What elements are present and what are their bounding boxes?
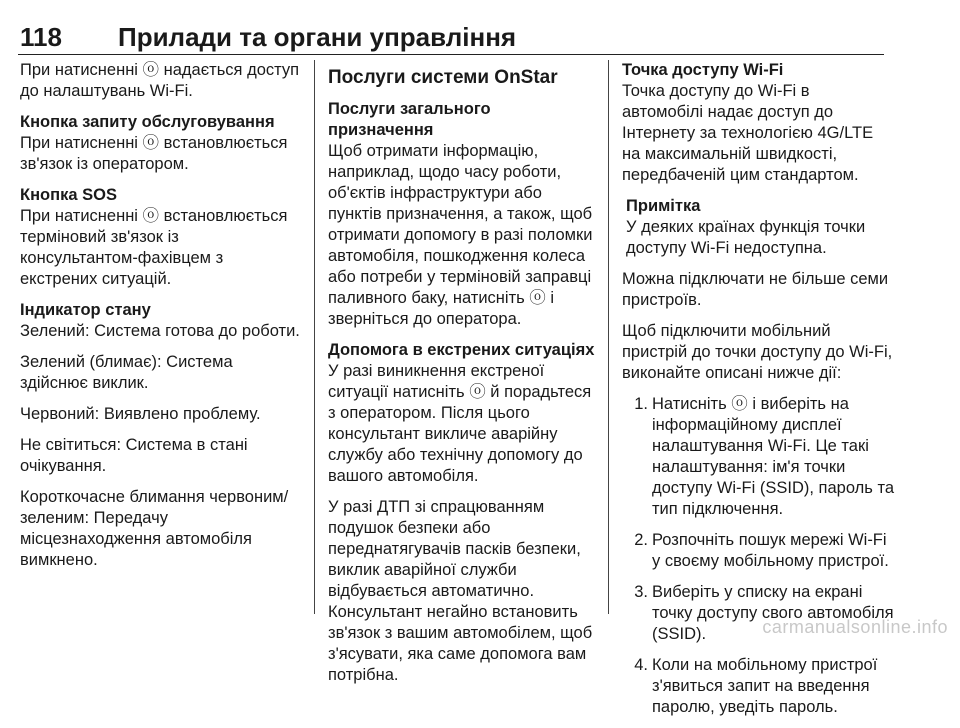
status-item: Червоний: Виявлено проблему. [20, 405, 261, 423]
column-middle [328, 60, 596, 696]
paragraph: Щоб підключити мобільний пристрій до точки доступу до Wi-Fi, виконайте описані нижче дії: [622, 322, 893, 382]
header-divider [18, 54, 884, 55]
step-number: 2. [634, 531, 648, 549]
watermark: carmanualsonline.info [762, 617, 948, 637]
subheading-emergency: Допомога в екстрених ситуаціях [328, 341, 595, 359]
note-title: Примітка [626, 197, 701, 215]
subheading-service-button: Кнопка запиту обслуговування [20, 113, 275, 131]
column-divider [608, 60, 609, 614]
step-number: 4. [634, 656, 648, 674]
step-text: Розпочніть пошук мережі Wi-Fi у своєму мобільному пристрої. [652, 531, 889, 570]
list-item [622, 655, 894, 718]
note-text: У деяких країнах функція точки доступу Wi-Fi недоступна. [626, 218, 866, 257]
paragraph: Щоб отримати інформацію, наприклад, щодо часу роботи, об'єктів інфраструктури або пунктів призначення, а також, щоб отримати допомогу в разі поломки автомобіля, пошкодження колеса або потреби у терміновій заправці паливного баку, натисніть ⓞ і зверніться до оператора. [328, 142, 593, 328]
page-number: 118 [20, 22, 62, 52]
status-item: Не світиться: Система в стані очікування. [20, 436, 248, 475]
subheading-sos-button: Кнопка SOS [20, 186, 117, 204]
paragraph: Можна підключати не більше семи пристроїв. [622, 270, 889, 309]
step-text: Виберіть у списку на екрані точку доступу свого автомобіля (SSID). [652, 583, 894, 643]
note-box [626, 196, 894, 259]
page-title: Прилади та органи управління [118, 22, 517, 52]
step-text: Натисніть ⓞ і виберіть на інформаційному дисплеї налаштування Wi-Fi. Це такі налаштування: ім'я точки доступу Wi-Fi (SSID), пароль та тип підключення. [652, 395, 895, 518]
subheading-general-services: Послуги загального призначення [328, 100, 491, 139]
section-title-onstar: Послуги системи OnStar [328, 67, 558, 88]
column-divider [314, 60, 315, 614]
step-number: 3. [634, 583, 648, 601]
paragraph: При натисненні ⓞ надається доступ до налаштувань Wi-Fi. [20, 61, 300, 100]
step-number: 1. [634, 395, 648, 413]
status-item: Короткочасне блимання червоним/зеленим: Передачу місцезнаходження автомобіля вимкнено. [20, 488, 289, 569]
paragraph: У разі ДТП зі спрацюванням подушок безпеки або переднатягувачів пасків безпеки, виклик аварійної служби відбувається автоматично. Консультант негайно встановить зв'язок з вашим автомобілем, щоб з'ясувати, яка саме допомога вам потрібна. [328, 498, 593, 684]
page-header [20, 22, 920, 52]
subheading-status-indicator: Індикатор стану [20, 301, 151, 319]
list-item [622, 530, 894, 572]
paragraph: При натисненні ⓞ встановлюється терміновий зв'язок із консультантом-фахівцем з екстрених ситуацій. [20, 207, 288, 288]
list-item [622, 394, 894, 520]
step-text: Коли на мобільному пристрої з'явиться запит на введення паролю, уведіть пароль. [652, 656, 878, 716]
column-left [20, 60, 300, 581]
paragraph: Точка доступу до Wi-Fi в автомобілі надає доступ до Інтернету за технологією 4G/LTE на максимальній швидкості, передбаченій цим стандартом. [622, 82, 874, 184]
status-item: Зелений (блимає): Система здійснює виклик. [20, 353, 233, 392]
subheading-wifi-hotspot: Точка доступу Wi-Fi [622, 61, 784, 79]
steps-list [622, 394, 894, 718]
paragraph: У разі виникнення екстреної ситуації натисніть ⓞ й порадьтеся з оператором. Після цього консультант викличе аварійну службу або технічну допомогу до вашого автомобіля. [328, 362, 592, 485]
paragraph: При натисненні ⓞ встановлюється зв'язок із оператором. [20, 134, 288, 173]
status-item: Зелений: Система готова до роботи. [20, 322, 300, 340]
